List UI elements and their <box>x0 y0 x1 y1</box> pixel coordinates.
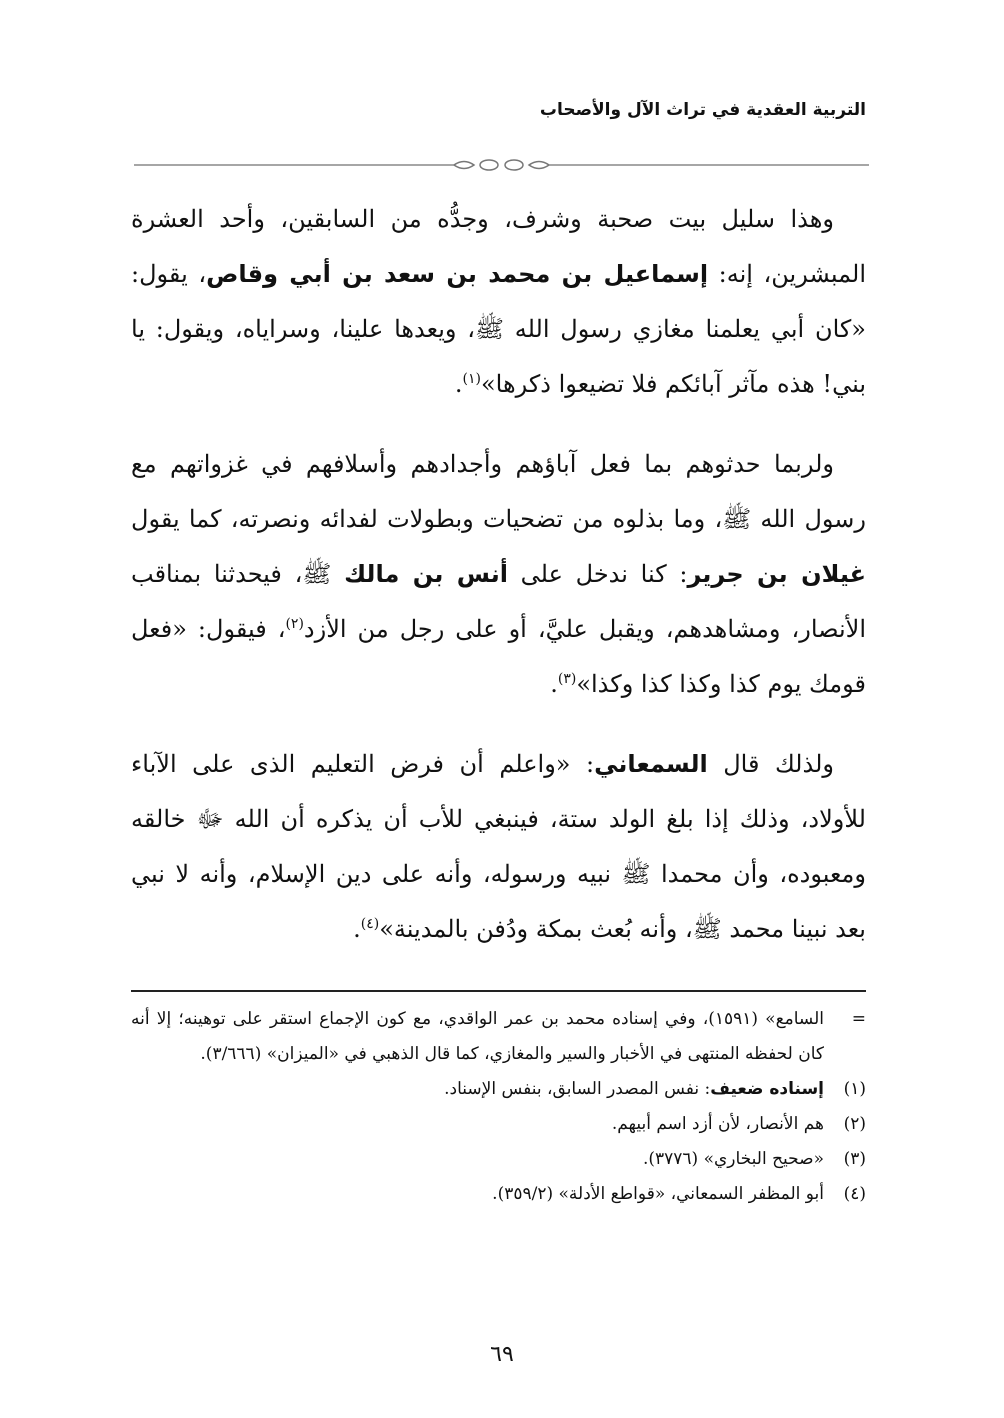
paragraph-2-text-c: ﷺ، فيحدثنا بمناقب الأنصار، ومشاهدهم، ويقبل عليَّ، أو على رجل من الأزد <box>131 560 866 643</box>
paragraph-3 <box>131 737 866 957</box>
footnote-number: (١) <box>843 1079 866 1099</box>
continuation-mark: = <box>851 1009 866 1029</box>
footnote-ref-3[interactable]: (٣) <box>557 671 577 687</box>
paragraph-3-text-b: : «واعلم أن فرض التعليم الذى على الآباء للأولاد، وذلك إذا بلغ الولد ستة، فينبغي للأب أن يذكره أن الله ﷻ خالقه ومعبوده، وأن محمدا ﷺ نبيه ورسوله، وأنه على دين الإسلام، وأنه لا نبي بعد نبينا محمد ﷺ، وأنه بُعث بمكة ودُفن بالمدينة» <box>131 750 866 943</box>
footnote-number: (٣) <box>843 1149 866 1169</box>
footnote-3 <box>131 1142 866 1177</box>
running-head: التربية العقدية في تراث الآل والأصحاب <box>539 100 866 120</box>
footnote-4 <box>131 1177 866 1212</box>
header-ornament-rule <box>134 158 869 172</box>
paragraph-2-end: . <box>550 670 558 698</box>
footnote-text: هم الأنصار، لأن أزد اسم أبيهم. <box>611 1114 824 1134</box>
continuation-text: السامع» (١٥٩١)، وفي إسناده محمد بن عمر الواقدي، مع كون الإجماع استقر على توهينه؛ إلا أنه كان لحفظه المنتهى في الأخبار والسير والمغازي، كما قال الذهبي في «الميزان» (٣/٦٦٦). <box>131 1009 824 1064</box>
footnote-text: «صحيح البخاري» (٣٧٧٦). <box>642 1149 824 1169</box>
paragraph-2-name-anas: أنس بن مالك <box>344 560 508 588</box>
footnote-number: (٢) <box>843 1114 866 1134</box>
footnote-text: أبو المظفر السمعاني، «قواطع الأدلة» (٣٥٩/٢). <box>492 1184 824 1204</box>
footnote-ref-4[interactable]: (٤) <box>360 916 380 932</box>
page-number: ٦٩ <box>490 1342 514 1367</box>
paragraph-1-text-b: ، يقول: «كان أبي يعلمنا مغازي رسول الله ﷺ، ويعدها علينا، وسراياه، ويقول: يا بني! هذه مآثر آبائكم فلا تضيعوا ذكرها» <box>131 260 866 398</box>
paragraph-3-end: . <box>353 915 361 943</box>
paragraph-2-text-d: ، فيقول: «فعل قومك يوم كذا وكذا كذا وكذا» <box>131 615 866 698</box>
paragraph-1-name-ismail: إسماعيل بن محمد بن سعد بن أبي وقاص <box>206 260 709 288</box>
footnote-2 <box>131 1107 866 1142</box>
paragraph-2 <box>131 437 866 712</box>
paragraph-1-end: . <box>454 370 463 398</box>
footnote-bold: إسناده ضعيف <box>710 1079 824 1099</box>
paragraph-1-text-a: وهذا سليل بيت صحبة وشرف، وجدُّه من السابقين، وأحد العشرة المبشرين، إنه: <box>131 205 866 288</box>
footnote-body: : نفس المصدر السابق، بنفس الإسناد. <box>444 1079 711 1099</box>
paragraph-3-text-a: ولذلك قال <box>707 750 834 778</box>
footnote-separator <box>131 990 866 992</box>
paragraph-2-name-ghaylan: غيلان بن جرير <box>687 560 867 588</box>
footnote-continuation <box>131 1002 866 1072</box>
paragraph-1 <box>131 192 866 412</box>
footnotes <box>131 1002 866 1212</box>
footnote-1 <box>131 1072 866 1107</box>
paragraph-2-text-b: : كنا ندخل على <box>507 560 688 588</box>
footnote-text <box>131 1072 824 1107</box>
footnote-ref-1[interactable]: (١) <box>462 371 481 387</box>
footnote-ref-2[interactable]: (٢) <box>285 616 304 632</box>
paragraph-3-name-samani: السمعاني <box>594 750 708 778</box>
paragraph-2-text-a: ولربما حدثوهم بما فعل آباؤهم وأجدادهم وأسلافهم في غزواتهم مع رسول الله ﷺ، وما بذلوه من تضحيات وبطولات لفدائه ونصرته، كما يقول <box>131 450 866 533</box>
footnote-number: (٤) <box>843 1184 866 1204</box>
main-text <box>131 192 866 982</box>
